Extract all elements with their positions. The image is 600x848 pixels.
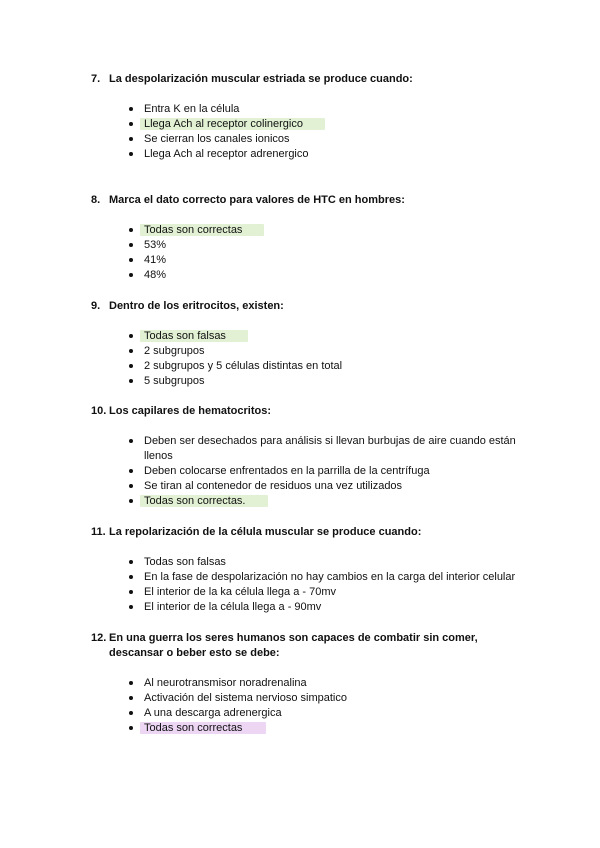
option-text: A una descarga adrenergica [144,707,282,719]
list-item [126,344,536,359]
list-item [126,555,536,570]
question-text: En una guerra los seres humanos son capaces de combatir sin comer, descansar o beber esto se debe: [109,632,478,659]
list-item [126,102,536,117]
option-text: Activación del sistema nervioso simpatico [144,692,347,704]
question-10 [91,404,531,419]
list-item [126,600,536,615]
question-text: Marca el dato correcto para valores de HTC en hombres: [109,194,405,206]
list-item [126,374,536,389]
list-item [126,494,536,509]
option-text: 2 subgrupos y 5 células distintas en total [144,360,343,372]
option-text-highlighted: Todas son correctas [140,722,266,734]
list-item [126,117,536,132]
question-text: Los capilares de hematocritos: [109,405,271,417]
option-text: Entra K en la célula [144,103,240,115]
option-text: 48% [144,269,167,281]
question-11 [91,525,531,540]
question-7 [91,72,531,87]
list-item [126,359,536,374]
list-item [126,691,536,706]
option-text: Se tiran al contenedor de residuos una vez utilizados [144,480,403,492]
list-item [126,479,536,494]
list-item [126,706,536,721]
options-list-10 [126,434,536,509]
options-list-7 [126,102,536,162]
option-text: En la fase de despolarización no hay cambios en la carga del interior celular [144,571,516,583]
question-number: 9. [91,300,101,312]
options-list-11 [126,555,536,615]
list-item [126,570,536,585]
list-item [126,585,536,600]
list-item [126,147,536,162]
question-number: 12. [91,632,107,644]
list-item [126,464,536,479]
option-text: Llega Ach al receptor adrenergico [144,148,309,160]
question-12 [91,631,511,661]
question-9 [91,299,531,314]
option-text: Al neurotransmisor noradrenalina [144,677,307,689]
option-text: 2 subgrupos [144,345,205,357]
option-text-highlighted: Todas son correctas. [140,495,268,507]
question-text: La repolarización de la célula muscular se produce cuando: [109,526,422,538]
question-number: 8. [91,194,101,206]
option-text: Deben colocarse enfrentados en la parrilla de la centrífuga [144,465,430,477]
list-item [126,268,536,283]
option-text: 53% [144,239,167,251]
list-item [126,329,536,344]
question-number: 11. [91,526,106,538]
options-list-9 [126,329,536,389]
question-text: La despolarización muscular estriada se produce cuando: [109,73,413,85]
question-number: 7. [91,73,101,85]
options-list-8 [126,223,536,283]
question-8 [91,193,531,208]
option-text: Se cierran los canales ionicos [144,133,290,145]
option-text-highlighted: Todas son falsas [140,330,248,342]
option-text-highlighted: Llega Ach al receptor colinergico [140,118,325,130]
list-item [126,132,536,147]
option-text: Deben ser desechados para análisis si llevan burbujas de aire cuando están llenos [144,435,516,462]
list-item [126,223,536,238]
option-text-highlighted: Todas son correctas [140,224,264,236]
option-text: El interior de la célula llega a - 90mv [144,601,322,613]
option-text: Todas son falsas [144,556,226,568]
option-text: 5 subgrupos [144,375,205,387]
option-text: El interior de la ka célula llega a - 70mv [144,586,336,598]
question-number: 10. [91,405,107,417]
list-item [126,253,536,268]
list-item [126,434,536,464]
list-item [126,676,536,691]
list-item [126,238,536,253]
list-item [126,721,536,736]
options-list-12 [126,676,536,736]
question-text: Dentro de los eritrocitos, existen: [109,300,284,312]
option-text: 41% [144,254,167,266]
